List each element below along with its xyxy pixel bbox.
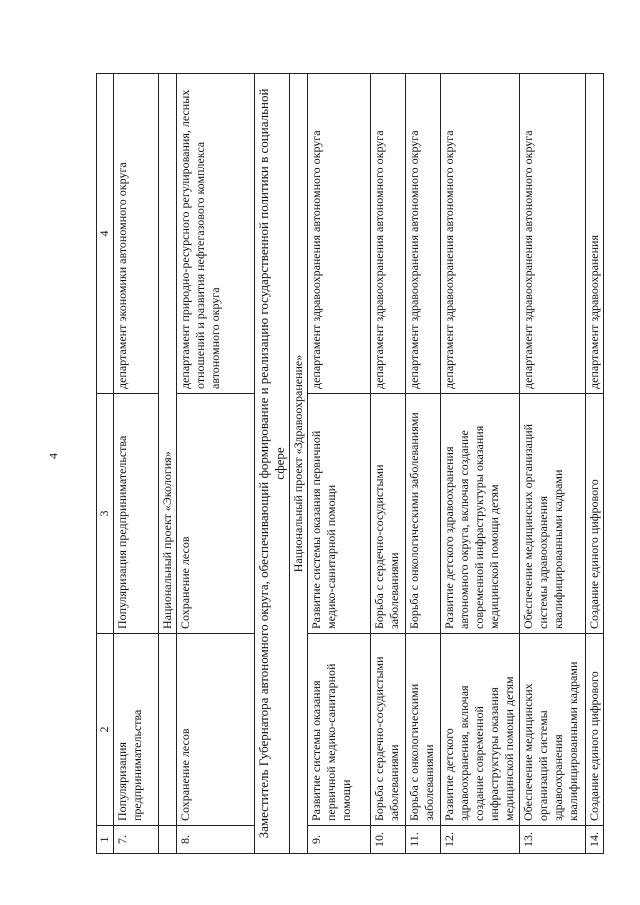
page-number: 4	[46, 453, 60, 459]
federal-project-cell: Создание единого цифрового	[586, 394, 604, 634]
regional-project-cell: Развитие детского здравоохранения, включая создание современной инфраструктуры оказания медицинской помощи детям	[441, 634, 520, 826]
row-number: 7.	[114, 826, 159, 854]
federal-project-cell: Развитие детского здравоохранения автономного округа, включая создание современной инфраструктуры оказания медицинской помощи детям	[441, 394, 520, 634]
responsible-cell: департамент здравоохранения автономного округа	[520, 74, 586, 394]
table-header-row	[97, 74, 114, 854]
responsible-cell: департамент здравоохранения автономного округа	[441, 74, 520, 394]
header-cell-4: 4	[97, 74, 114, 394]
table-row	[520, 74, 586, 854]
projects-table	[96, 73, 604, 854]
federal-project-cell: Популяризация предпринимательства	[114, 394, 159, 634]
table-row	[114, 74, 159, 854]
regional-project-cell: Сохранение лесов	[177, 634, 255, 826]
header-cell-1: 1	[97, 826, 114, 854]
row-number: 13.	[520, 826, 586, 854]
row-number: 9.	[308, 826, 371, 854]
responsible-cell: департамент здравоохранения автономного округа	[308, 74, 371, 394]
section-title: Национальный проект «Экология»	[159, 74, 177, 634]
section-row	[159, 74, 177, 854]
row-number: 10.	[371, 826, 406, 854]
regional-project-cell: Создание единого цифрового	[586, 634, 604, 826]
federal-project-cell: Борьба с сердечно-сосудистыми заболеваниями	[371, 394, 406, 634]
regional-project-cell: Развитие системы оказания первичной медико-санитарной помощи	[308, 634, 371, 826]
federal-project-cell: Борьба с онкологическими заболеваниями	[406, 394, 441, 634]
section-title: Национальный проект «Здравоохранение»	[290, 74, 308, 854]
responsible-cell: департамент здравоохранения	[586, 74, 604, 394]
rotated-table-container	[96, 74, 612, 854]
regional-project-cell: Борьба с онкологическими заболеваниями	[406, 634, 441, 826]
responsible-cell: департамент природно-ресурсного регулирования, лесных отношений и развития нефтегазового комплекса автономного округа	[177, 74, 255, 394]
responsible-cell: департамент экономики автономного округа	[114, 74, 159, 394]
row-number: 8.	[177, 826, 255, 854]
row-number: 11.	[406, 826, 441, 854]
table-row	[177, 74, 255, 854]
regional-project-cell: Популяризация предпринимательства	[114, 634, 159, 826]
table-row	[308, 74, 371, 854]
federal-project-cell: Обеспечение медицинских организаций системы здравоохранения квалифицированными кадрами	[520, 394, 586, 634]
responsible-cell: департамент здравоохранения автономного округа	[406, 74, 441, 394]
federal-project-cell: Развитие системы оказания первичной медико-санитарной помощи	[308, 394, 371, 634]
row-number: 12.	[441, 826, 520, 854]
header-cell-2: 2	[97, 634, 114, 826]
regional-project-cell: Обеспечение медицинских организаций системы здравоохранения квалифицированными кадрами	[520, 634, 586, 826]
section-row	[255, 74, 290, 854]
table-row	[441, 74, 520, 854]
table-row	[406, 74, 441, 854]
responsible-cell: департамент здравоохранения автономного округа	[371, 74, 406, 394]
row-number: 14.	[586, 826, 604, 854]
table-row	[586, 74, 604, 854]
section-row	[290, 74, 308, 854]
section-title: Заместитель Губернатора автономного округа, обеспечивающий формирование и реализацию государственной политики в социальной сфере	[255, 74, 290, 854]
table-row	[371, 74, 406, 854]
federal-project-cell: Сохранение лесов	[177, 394, 255, 634]
header-cell-3: 3	[97, 394, 114, 634]
regional-project-cell: Борьба с сердечно-сосудистыми заболеваниями	[371, 634, 406, 826]
